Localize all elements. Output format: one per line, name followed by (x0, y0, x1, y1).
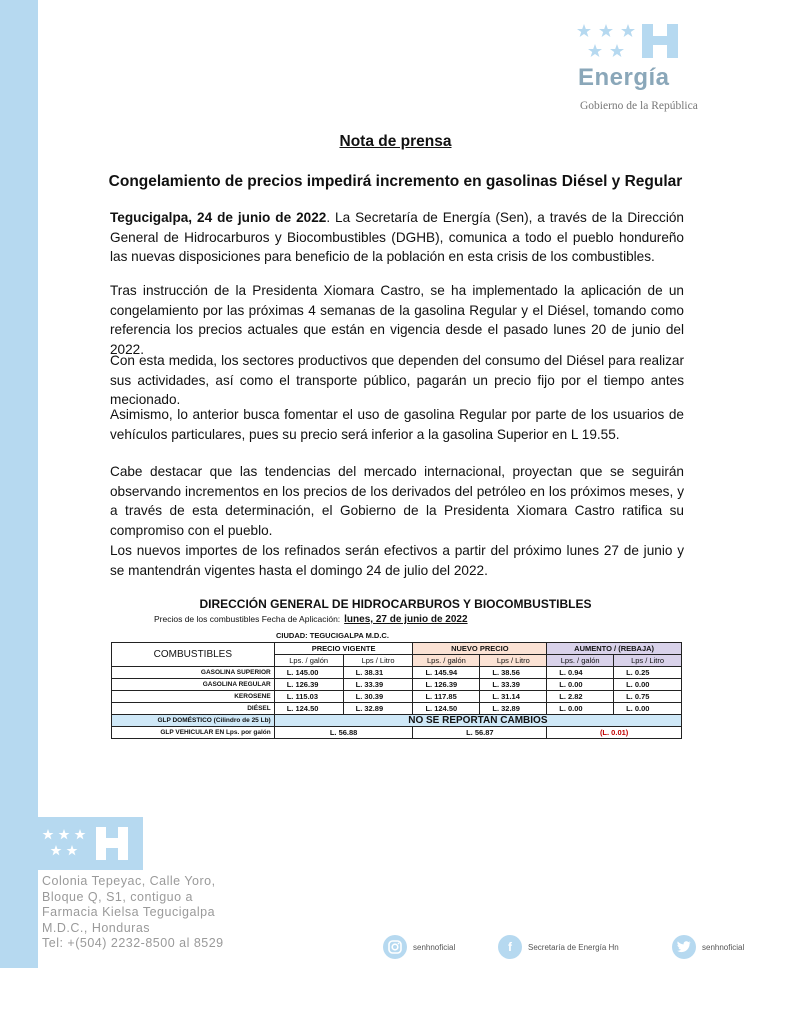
address-line: Farmacia Kielsa Tegucigalpa (42, 905, 216, 919)
price-cell: L. 124.50 (413, 703, 480, 715)
price-cell: L. 145.00 (274, 667, 343, 679)
paragraph-2: Tras instrucción de la Presidenta Xiomara Castro, se ha implementado la aplicación de un congelamiento por las próximas 4 semanas de la gasolina Regular y el Diésel, tomando como referencia los precios actuales que están en vigencia desde el pasado lunes 20 de junio del 2022. (110, 283, 684, 357)
header-aumento: AUMENTO / (REBAJA) (547, 643, 682, 655)
header-combustibles: COMBUSTIBLES (112, 643, 275, 667)
paragraph-1-body: . La Secretaría de Energía (Sen), a través de la Dirección General de Hidrocarburos y Biocombustibles (DGHB), comunica a todo el pueblo hondureño las nuevas disposiciones para beneficio de la población en esta crisis de los combustibles. (110, 210, 684, 264)
table-row-glp-domestico (112, 715, 682, 727)
footer-stars-h-icon (38, 817, 143, 870)
table-row (112, 703, 682, 715)
subheader-litro: Lps / Litro (614, 655, 682, 667)
price-cell: L. 145.94 (413, 667, 480, 679)
price-cell: L. 117.85 (413, 691, 480, 703)
price-cell: L. 126.39 (274, 679, 343, 691)
facebook-handle: Secretaría de Energía Hn (528, 942, 619, 952)
dateline: Tegucigalpa, 24 de junio de 2022 (110, 210, 327, 225)
change-cell: L. 2.82 (547, 691, 614, 703)
no-changes-notice: NO SE REPORTAN CAMBIOS (274, 715, 681, 727)
price-cell: L. 38.31 (343, 667, 413, 679)
price-cell: L. 33.39 (343, 679, 413, 691)
subheader-galon: Lps. / galón (413, 655, 480, 667)
fuel-name: GASOLINA REGULAR (112, 679, 275, 691)
glp-vehicular-vigente: L. 56.88 (274, 727, 413, 739)
footer-logo (38, 817, 143, 870)
paragraph-5: Cabe destacar que las tendencias del mercado internacional, proyectan que se seguirán observando incrementos en los precios de los derivados del petróleo en los próximos meses, y a través de esta determinación, el Gobierno de la Presidenta Xiomara Castro ratifica su compromiso con el pueblo. (110, 464, 684, 538)
energia-logo (572, 20, 732, 120)
price-cell: L. 126.39 (413, 679, 480, 691)
stars-icon (576, 22, 636, 64)
change-cell: L. 0.00 (614, 679, 682, 691)
footer-address (42, 874, 224, 952)
subheader-galon: Lps. / galón (274, 655, 343, 667)
table-row (112, 679, 682, 691)
header-nuevo-precio: NUEVO PRECIO (413, 643, 547, 655)
table-city: CIUDAD: TEGUCIGALPA M.D.C. (276, 631, 389, 640)
change-cell: L. 0.00 (547, 703, 614, 715)
twitter-icon (672, 935, 696, 959)
change-cell: L. 0.00 (547, 679, 614, 691)
facebook-link[interactable] (498, 935, 619, 959)
twitter-link[interactable] (672, 935, 744, 959)
glp-domestico-label: GLP DOMÉSTICO (Cilindro de 25 Lb) (112, 715, 275, 727)
price-cell: L. 31.14 (480, 691, 547, 703)
twitter-handle: senhnoficial (702, 942, 745, 952)
header-precio-vigente: PRECIO VIGENTE (274, 643, 413, 655)
table-row-glp-vehicular (112, 727, 682, 739)
headline: Congelamiento de precios impedirá incremento en gasolinas Diésel y Regular (108, 173, 683, 190)
price-cell: L. 30.39 (343, 691, 413, 703)
change-cell: L. 0.00 (614, 703, 682, 715)
government-label: Gobierno de la República (580, 100, 698, 112)
brand-name: Energía (578, 64, 670, 91)
application-date: lunes, 27 de junio de 2022 (344, 614, 468, 625)
fuel-price-table (111, 642, 682, 739)
h-mark-icon (640, 22, 680, 60)
paragraph-3: Con esta medida, los sectores productivos que dependen del consumo del Diésel para realizar sus actividades, así como el transporte público, pagarán un precio fijo por el tiempo antes mecionado. (110, 353, 684, 407)
address-line: Colonia Tepeyac, Calle Yoro, (42, 874, 216, 888)
glp-vehicular-nuevo: L. 56.87 (413, 727, 547, 739)
price-cell: L. 38.56 (480, 667, 547, 679)
instagram-icon (383, 935, 407, 959)
facebook-icon: f (498, 935, 522, 959)
table-row (112, 667, 682, 679)
change-cell: L. 0.75 (614, 691, 682, 703)
address-line: Bloque Q, S1, contiguo a (42, 889, 193, 904)
page-title: Nota de prensa (339, 133, 452, 150)
application-date-label: Precios de los combustibles Fecha de Aplicación: (154, 614, 341, 624)
glp-vehicular-rebaja: (L. 0.01) (547, 727, 682, 739)
subheader-litro: Lps / Litro (343, 655, 413, 667)
fuel-name: GASOLINA SUPERIOR (112, 667, 275, 679)
subheader-galon: Lps. / galón (547, 655, 614, 667)
price-cell: L. 32.89 (480, 703, 547, 715)
instagram-handle: senhnoficial (413, 942, 456, 952)
subheader-litro: Lps / Litro (480, 655, 547, 667)
paragraph-4: Asimismo, lo anterior busca fomentar el uso de gasolina Regular por parte de los usuarios de vehículos particulares, pues su precio será inferior a la gasolina Superior en L 19.55. (110, 407, 684, 442)
change-cell: L. 0.25 (614, 667, 682, 679)
glp-vehicular-label: GLP VEHICULAR EN Lps. por galón (112, 727, 275, 739)
price-cell: L. 115.03 (274, 691, 343, 703)
table-header-row (112, 643, 682, 655)
table-row (112, 691, 682, 703)
instagram-link[interactable] (383, 935, 455, 959)
table-subtitle (154, 614, 468, 625)
paragraph-6: Los nuevos importes de los refinados serán efectivos a partir del próximo lunes 27 de junio y se mantendrán vigentes hasta el domingo 24 de julio del 2022. (110, 543, 684, 578)
table-title: DIRECCIÓN GENERAL DE HIDROCARBUROS Y BIOCOMBUSTIBLES (199, 597, 592, 611)
fuel-name: DIÉSEL (112, 703, 275, 715)
fuel-name: KEROSENE (112, 691, 275, 703)
change-cell: L. 0.94 (547, 667, 614, 679)
paragraph-1 (110, 208, 684, 267)
price-cell: L. 124.50 (274, 703, 343, 715)
price-cell: L. 33.39 (480, 679, 547, 691)
price-cell: L. 32.89 (343, 703, 413, 715)
phone-line: Tel: +(504) 2232-8500 al 8529 (42, 936, 224, 950)
address-line: M.D.C., Honduras (42, 920, 151, 935)
